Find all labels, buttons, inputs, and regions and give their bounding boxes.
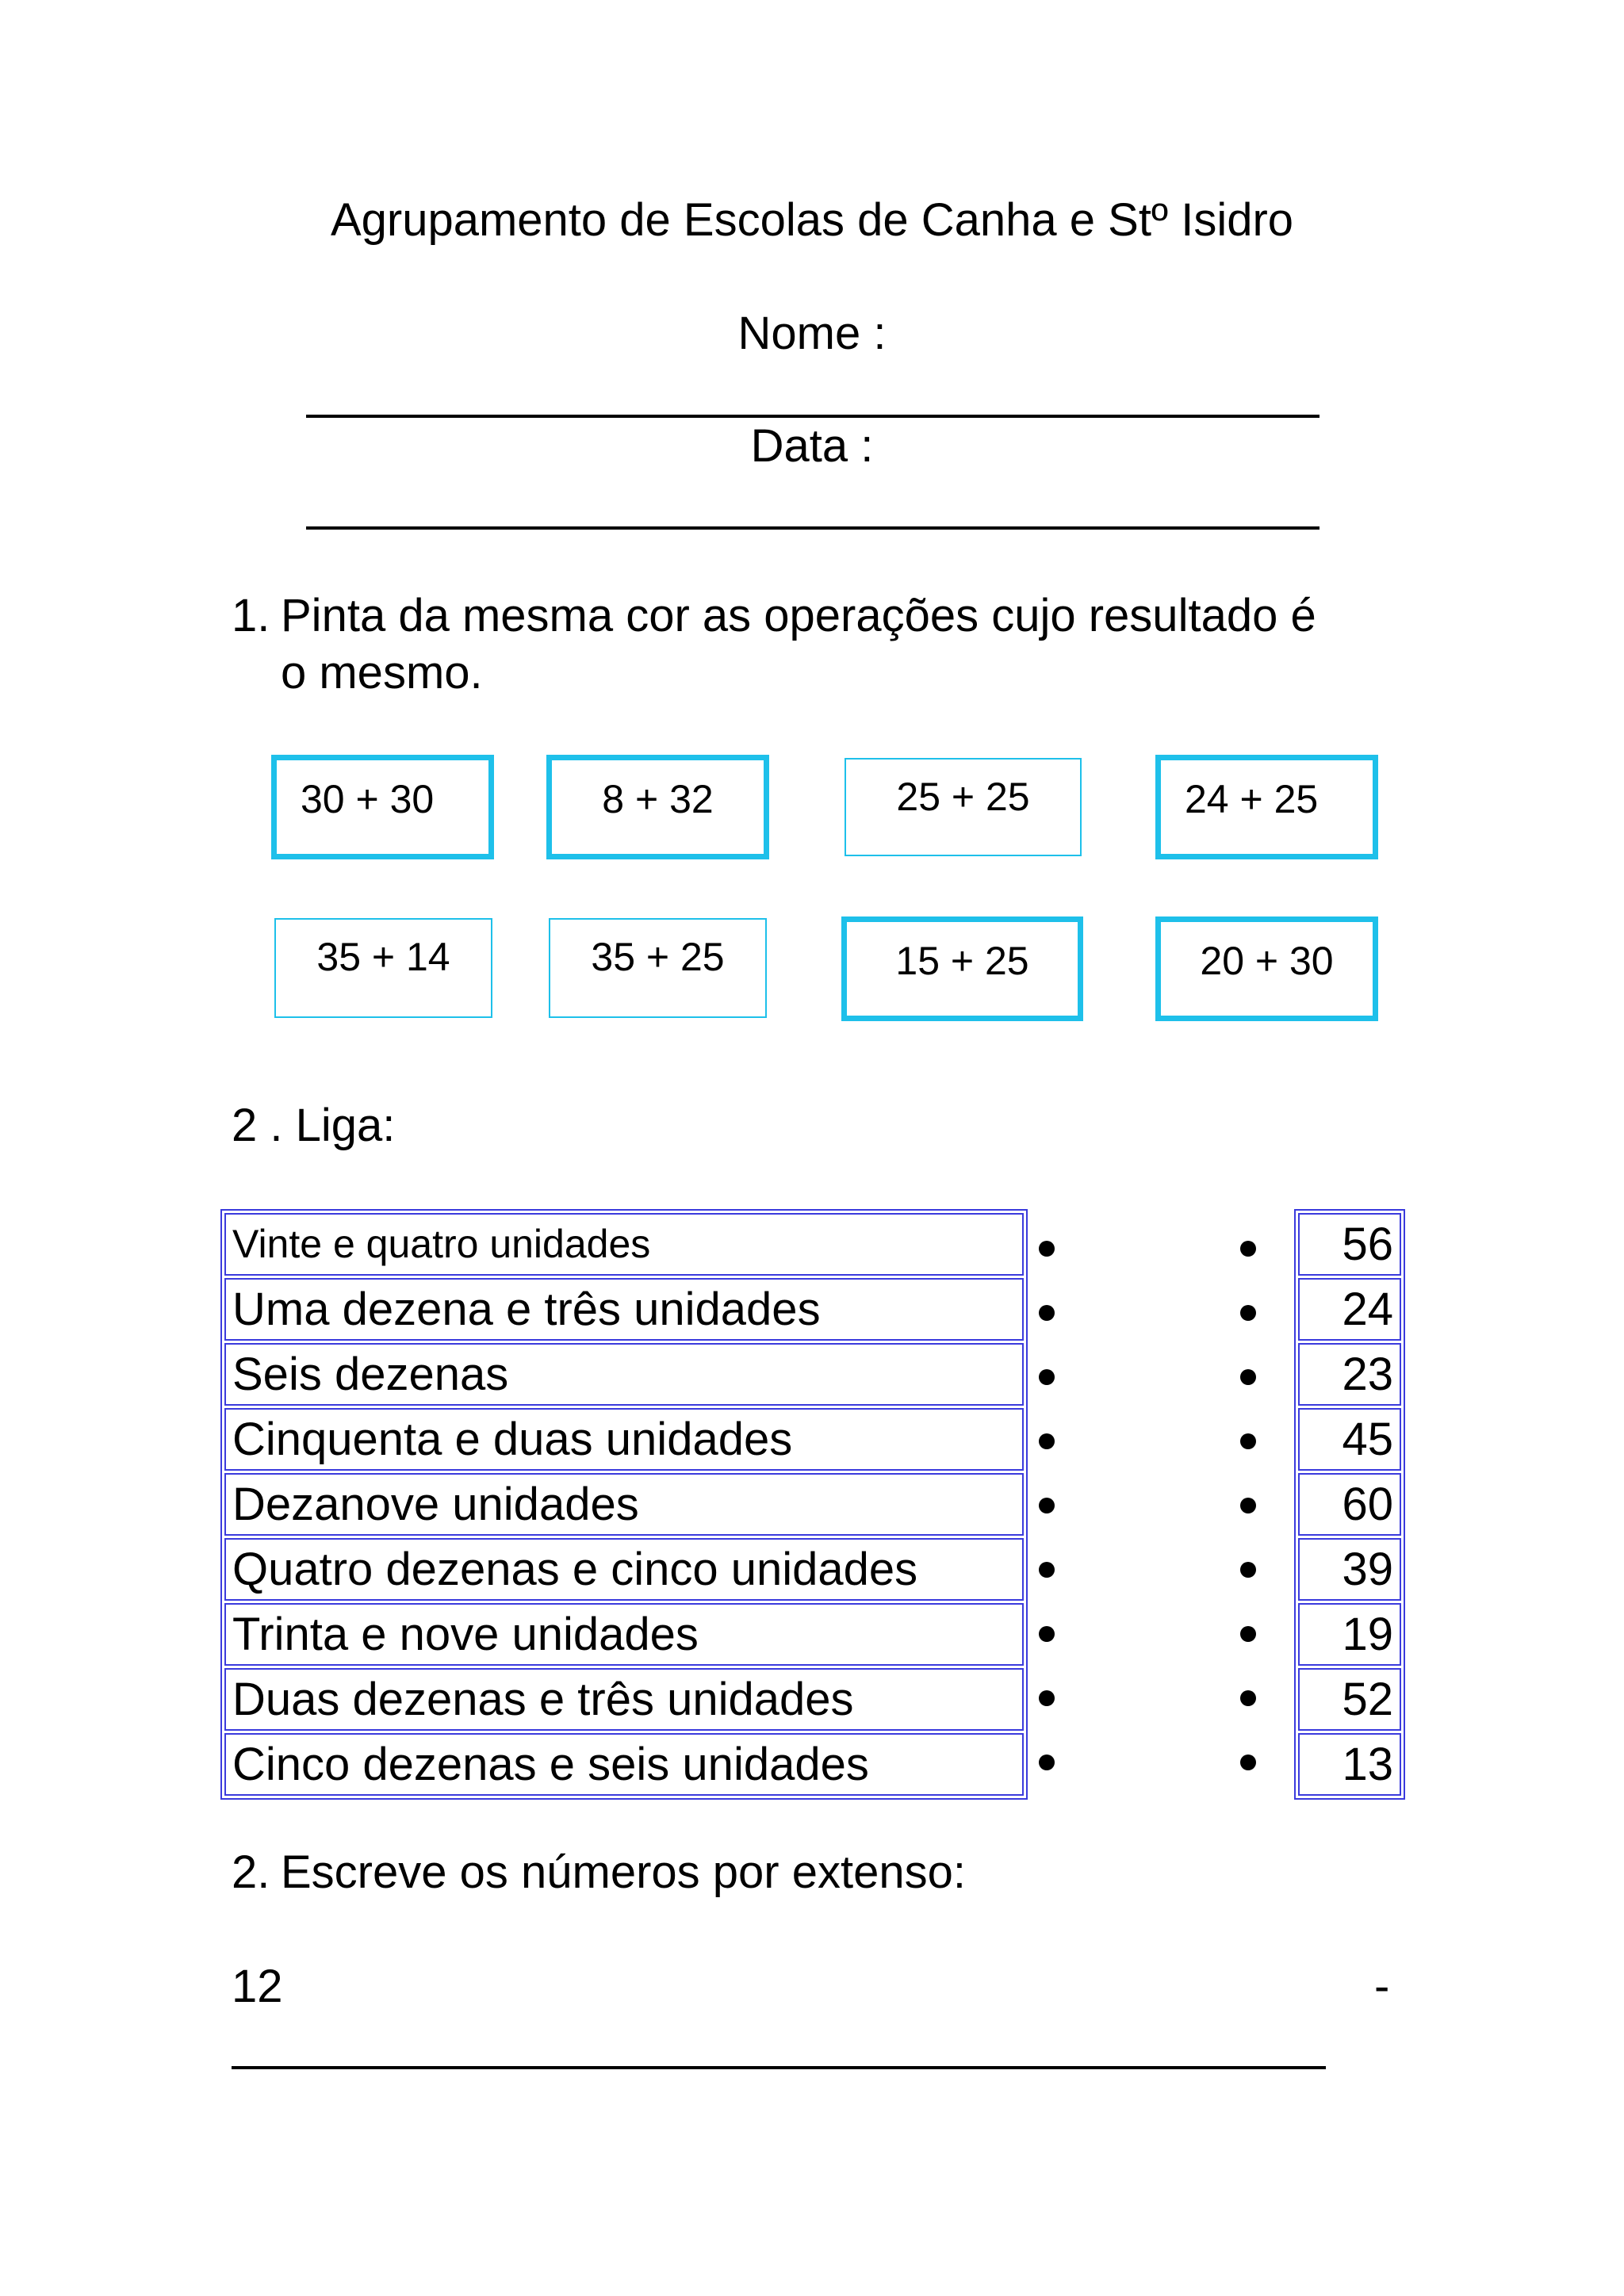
right-number-table [1294,1209,1405,1800]
operation-box-1[interactable]: 30 + 30 [271,755,494,859]
table-row [224,1538,1024,1601]
table-row [224,1278,1024,1341]
table-row [224,1213,1024,1276]
left-item-9: Cinco dezenas e seis unidades [224,1733,1024,1796]
left-item-6: Quatro dezenas e cinco unidades [224,1538,1024,1601]
left-item-8: Duas dezenas e três unidades [224,1668,1024,1731]
table-row [1298,1733,1401,1796]
item-dash: - [1374,1961,1390,2012]
right-item-9: 13 [1298,1733,1401,1796]
right-item-5: 60 [1298,1473,1401,1536]
answer-line-12[interactable] [232,2066,1326,2069]
left-item-1: Vinte e quatro unidades [224,1213,1024,1276]
table-row [224,1733,1024,1796]
question-1-number: 1. [232,590,270,641]
table-row [1298,1473,1401,1536]
operation-box-8[interactable]: 20 + 30 [1155,916,1378,1021]
question-1-text-line2: o mesmo. [281,647,483,698]
table-row [1298,1408,1401,1471]
question-2-title: 2 . Liga: [232,1100,396,1151]
right-item-2: 24 [1298,1278,1401,1341]
school-name: Agrupamento de Escolas de Canha e Stº Isidro [330,194,1294,246]
table-row [224,1603,1024,1666]
right-dot-8[interactable] [1240,1690,1256,1706]
left-item-3: Seis dezenas [224,1343,1024,1406]
left-dot-4[interactable] [1039,1433,1055,1449]
table-row [224,1668,1024,1731]
question-3-text: Escreve os números por extenso: [281,1846,966,1898]
right-item-3: 23 [1298,1343,1401,1406]
left-description-table [220,1209,1028,1800]
question-3-number: 2. [232,1846,270,1898]
left-dot-2[interactable] [1039,1305,1055,1321]
right-dot-9[interactable] [1240,1755,1256,1770]
right-dot-4[interactable] [1240,1433,1256,1449]
left-dot-5[interactable] [1039,1498,1055,1513]
item-number-12: 12 [232,1961,283,2012]
question-1-text-line1: Pinta da mesma cor as operações cujo resultado é [281,590,1316,641]
operation-box-4[interactable]: 24 + 25 [1155,755,1378,859]
table-row [224,1343,1024,1406]
name-label: Nome : [737,308,887,359]
operation-box-7[interactable]: 15 + 25 [841,916,1083,1021]
table-row [1298,1668,1401,1731]
right-item-6: 39 [1298,1538,1401,1601]
operation-box-3[interactable]: 25 + 25 [845,758,1082,856]
left-dot-9[interactable] [1039,1755,1055,1770]
left-item-5: Dezanove unidades [224,1473,1024,1536]
operation-box-2[interactable]: 8 + 32 [546,755,769,859]
right-dot-2[interactable] [1240,1305,1256,1321]
right-dot-7[interactable] [1240,1626,1256,1642]
table-row [224,1408,1024,1471]
left-item-4: Cinquenta e duas unidades [224,1408,1024,1471]
left-dot-3[interactable] [1039,1369,1055,1385]
left-dot-7[interactable] [1039,1626,1055,1642]
table-row [1298,1603,1401,1666]
date-line[interactable] [306,526,1320,530]
right-dot-6[interactable] [1240,1562,1256,1578]
table-row [224,1473,1024,1536]
date-label: Data : [750,420,874,472]
right-item-7: 19 [1298,1603,1401,1666]
operation-box-6[interactable]: 35 + 25 [549,918,767,1018]
right-item-8: 52 [1298,1668,1401,1731]
left-item-2: Uma dezena e três unidades [224,1278,1024,1341]
right-dot-3[interactable] [1240,1369,1256,1385]
right-item-4: 45 [1298,1408,1401,1471]
table-row [1298,1213,1401,1276]
right-item-1: 56 [1298,1213,1401,1276]
left-dot-6[interactable] [1039,1562,1055,1578]
table-row [1298,1538,1401,1601]
table-row [1298,1343,1401,1406]
table-row [1298,1278,1401,1341]
left-dot-1[interactable] [1039,1241,1055,1257]
name-line[interactable] [306,415,1320,418]
operation-box-5[interactable]: 35 + 14 [274,918,492,1018]
left-item-7: Trinta e nove unidades [224,1603,1024,1666]
right-dot-5[interactable] [1240,1498,1256,1513]
right-dot-1[interactable] [1240,1241,1256,1257]
left-dot-8[interactable] [1039,1690,1055,1706]
